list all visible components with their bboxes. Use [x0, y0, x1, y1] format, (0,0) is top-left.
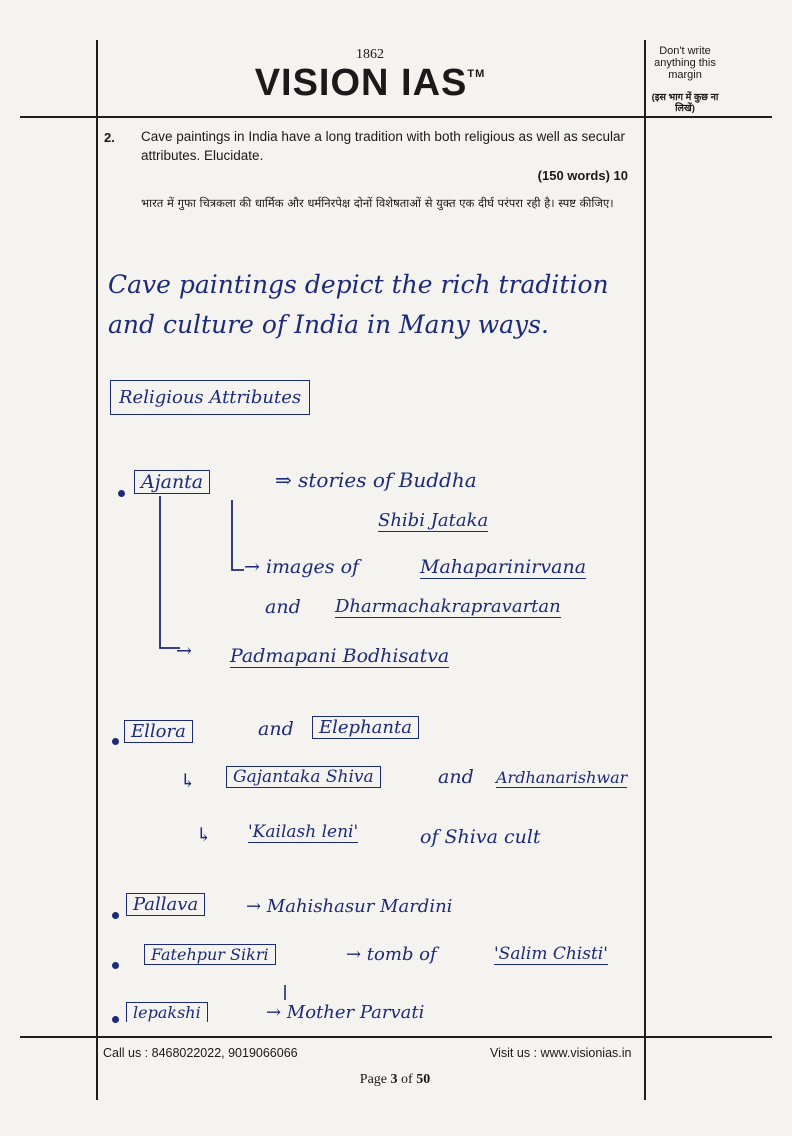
intro-line-2: and culture of India in Many ways. [108, 310, 549, 339]
margin-note-hindi: (इस भाग में कुछ ना लिखें) [651, 92, 719, 114]
pallava-text: → Mahishasur Mardini [246, 896, 453, 917]
question-number: 2. [104, 130, 115, 145]
ellora-arrow-2: ↳ [196, 824, 212, 846]
box-lepakshi: lepakshi [126, 1002, 208, 1022]
footer-visit: Visit us : www.visionias.in [490, 1046, 632, 1060]
ellora-shiva-cult: of Shiva cult [420, 826, 541, 848]
fatehpur-text: → tomb of [346, 944, 437, 965]
trademark: TM [467, 68, 486, 80]
ajanta-padmapani-arrow: → [176, 640, 192, 662]
page-total: 50 [416, 1072, 431, 1087]
box-ellora: Ellora [124, 720, 193, 743]
box-ajanta: Ajanta [134, 470, 210, 494]
question-marks: (150 words) 10 [537, 168, 628, 183]
brand-name: VISION IAS [254, 62, 468, 104]
ajanta-and: and [265, 596, 301, 618]
ellora-arrow-1: ↳ [180, 770, 196, 792]
ajanta-stories: ⇒ stories of Buddha [275, 468, 477, 492]
question-hindi: भारत में गुफा चित्रकला की धार्मिक और धर्मनिरपेक्ष दोनों विशेषताओं से युक्त एक दीर्घ परंपरा रही है। स्पष्ट कीजिए। [141, 196, 614, 210]
top-number: 1862 [356, 47, 384, 62]
ajanta-dharmachakra: Dharmachakrapravartan [335, 596, 561, 617]
page-prefix: Page [359, 1072, 388, 1087]
ajanta-mahaparinirvana: Mahaparinirvana [420, 556, 587, 578]
intro-line-1: Cave paintings depict the rich tradition [108, 270, 609, 299]
ajanta-padmapani: Padmapani Bodhisatva [230, 645, 450, 667]
box-gajantaka: Gajantaka Shiva [226, 766, 381, 788]
page-current: 3 [390, 1072, 398, 1087]
fatehpur-salim: 'Salim Chisti' [494, 944, 608, 964]
margin-note: Don't write anything this margin [654, 45, 716, 81]
box-pallava: Pallava [126, 893, 205, 916]
page-of: of [401, 1072, 413, 1087]
ellora-and: and [258, 718, 294, 740]
footer-page-number [300, 1072, 490, 1088]
box-fatehpur: Fatehpur Sikri [144, 944, 276, 965]
ajanta-images-prefix: → images of [244, 556, 360, 578]
ajanta-shibi: Shibi Jataka [378, 510, 489, 531]
ellora-and-2: and [438, 766, 474, 788]
footer-call: Call us : 8468022022, 9019066066 [103, 1046, 298, 1060]
ellora-ardhanarishwar: Ardhanarishwar [496, 768, 628, 787]
lepakshi-text: → Mother Parvati [266, 1002, 425, 1023]
ajanta-images-word: images of [265, 556, 360, 578]
box-elephanta: Elephanta [312, 716, 419, 739]
ellora-kailash: 'Kailash leni' [248, 822, 359, 842]
heading-religious: Religious Attributes [110, 380, 310, 415]
question-text: Cave paintings in India have a long tradition with both religious as well as secular attributes. Elucidate. [141, 129, 626, 163]
